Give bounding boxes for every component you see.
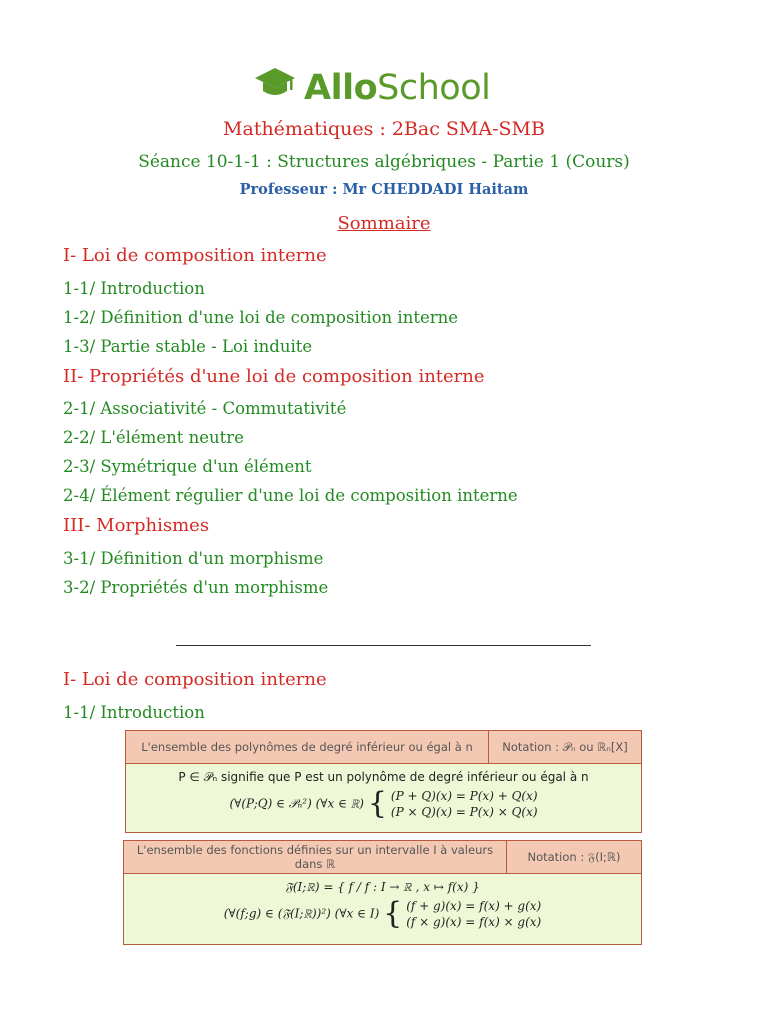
box-header: L'ensemble des fonctions définies sur un intervalle I à valeurs dans ℝ bbox=[124, 841, 507, 874]
brand-name bbox=[304, 68, 490, 108]
box-header: L'ensemble des polynômes de degré inférieur ou égal à n bbox=[126, 731, 489, 764]
graduation-cap-icon bbox=[254, 66, 296, 109]
polynomials-definition-box bbox=[125, 730, 642, 833]
toc-item: 3-1/ Définition d'un morphisme bbox=[63, 549, 324, 568]
toc-item: 1-3/ Partie stable - Loi induite bbox=[63, 337, 313, 356]
equation: (P × Q)(x) = P(x) × Q(x) bbox=[390, 805, 538, 819]
equation: (f × g)(x) = f(x) × g(x) bbox=[406, 915, 542, 929]
functions-definition-box bbox=[123, 840, 642, 945]
box-quantifier: (∀(P;Q) ∈ 𝒫ₙ²) (∀x ∈ ℝ) bbox=[229, 796, 364, 811]
box-notation: Notation : 𝒫ₙ ou ℝₙ[X] bbox=[489, 731, 642, 764]
brand-bold: Allo bbox=[304, 67, 378, 108]
toc-section-2: II- Propriétés d'une loi de composition interne bbox=[63, 366, 485, 387]
toc-item: 3-2/ Propriétés d'un morphisme bbox=[63, 578, 329, 597]
box-quantifier: (∀(f;g) ∈ (𝔉(I;ℝ))²) (∀x ∈ I) bbox=[223, 906, 380, 921]
section-title: I- Loi de composition interne bbox=[63, 669, 327, 690]
equation-system bbox=[383, 896, 542, 931]
equation: (P + Q)(x) = P(x) + Q(x) bbox=[390, 789, 538, 803]
session-title: Séance 10-1-1 : Structures algébriques - Partie 1 (Cours) bbox=[138, 152, 630, 172]
toc-item: 2-1/ Associativité - Commutativité bbox=[63, 399, 347, 418]
brand-regular: School bbox=[377, 67, 491, 108]
toc-item: 1-2/ Définition d'une loi de composition interne bbox=[63, 308, 459, 327]
subsection-title: 1-1/ Introduction bbox=[63, 703, 205, 722]
separator-rule bbox=[176, 645, 591, 646]
box-text: P ∈ 𝒫ₙ signifie que P est un polynôme de degré inférieur ou égal à n bbox=[178, 770, 589, 784]
toc-item: 2-4/ Élément régulier d'une loi de composition interne bbox=[63, 486, 518, 505]
toc-section-3: III- Morphismes bbox=[63, 515, 210, 536]
box-body bbox=[126, 764, 642, 833]
course-title: Mathématiques : 2Bac SMA-SMB bbox=[223, 118, 545, 140]
brace: { bbox=[367, 786, 387, 821]
equation: (f + g)(x) = f(x) + g(x) bbox=[406, 899, 542, 913]
equation-system bbox=[367, 786, 538, 821]
box-notation: Notation : 𝔉(I;ℝ) bbox=[507, 841, 642, 874]
brace: { bbox=[383, 896, 403, 931]
toc-section-1: I- Loi de composition interne bbox=[63, 245, 327, 266]
box-text: 𝔉(I;ℝ) = { f / f : I → ℝ , x ↦ f(x) } bbox=[285, 880, 480, 894]
alloschool-logo bbox=[254, 66, 490, 109]
toc-item: 2-2/ L'élément neutre bbox=[63, 428, 244, 447]
toc-title: Sommaire bbox=[337, 213, 431, 234]
toc-item: 1-1/ Introduction bbox=[63, 279, 205, 298]
toc-item: 2-3/ Symétrique d'un élément bbox=[63, 457, 312, 476]
box-body bbox=[124, 874, 642, 945]
teacher-name: Professeur : Mr CHEDDADI Haitam bbox=[239, 181, 529, 198]
